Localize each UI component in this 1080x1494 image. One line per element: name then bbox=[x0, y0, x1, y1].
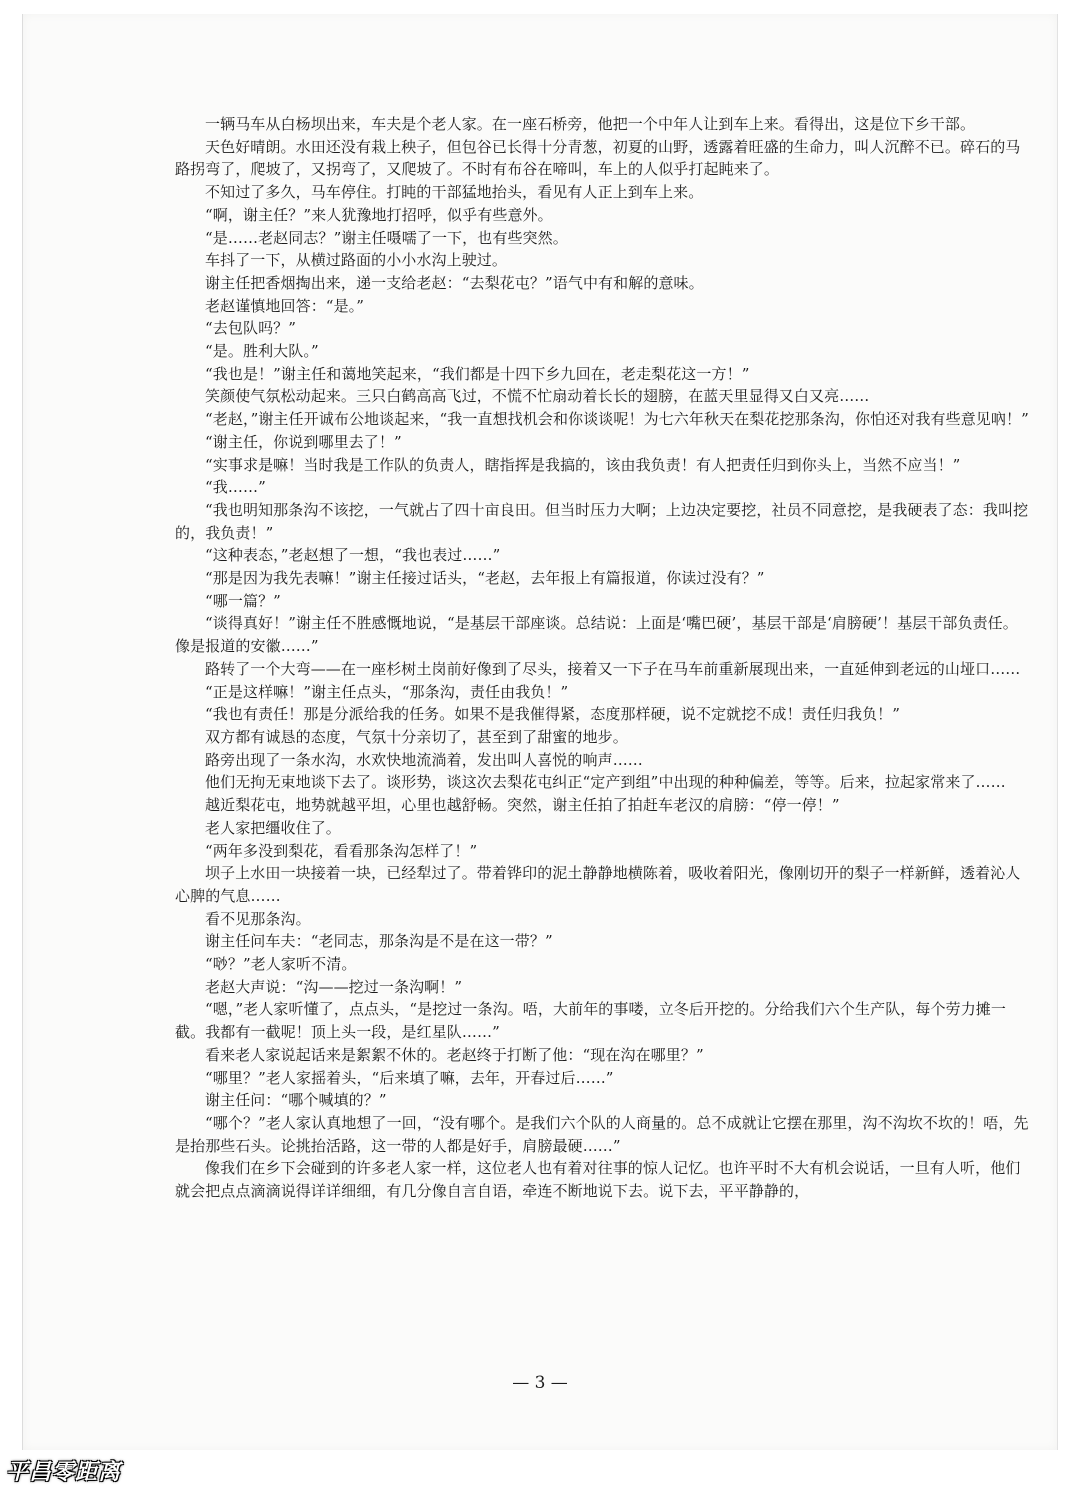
paragraph: “两年多没到梨花，看看那条沟怎样了！” bbox=[205, 841, 478, 860]
paragraph: 双方都有诚恳的态度，气氛十分亲切了，甚至到了甜蜜的地步。 bbox=[205, 727, 628, 746]
paragraph: “正是这样嘛！”谢主任点头，“那条沟，责任由我负！” bbox=[205, 682, 569, 701]
paragraph: “哪个？”老人家认真地想了一回，“没有哪个。是我们六个队的人商量的。总不成就让它摆在那里，沟不沟坎不坎的！唔，先是抬那些石头。论挑抬活路，这一带的人都是好手，肩膀最硬……” bbox=[175, 1113, 1029, 1155]
paragraph: 看来老人家说起话来是絮絮不休的。老赵终于打断了他：“现在沟在哪里？” bbox=[205, 1045, 704, 1064]
paragraph: “老赵，”谢主任开诚布公地谈起来，“我一直想找机会和你谈谈呢！为七六年秋天在梨花挖那条沟，你怕还对我有些意见吶！” bbox=[205, 410, 1029, 429]
paragraph: “那是因为我先表嘛！”谢主任接过话头，“老赵，去年报上有篇报道，你读过没有？” bbox=[205, 569, 765, 588]
paragraph: “啊，谢主任？”来人犹豫地打招呼，似乎有些意外。 bbox=[205, 205, 553, 224]
paragraph: “我也有责任！那是分派给我的任务。如果不是我催得紧，态度那样硬，说不定就挖不成！责任归我负！” bbox=[205, 705, 901, 724]
paragraph: 谢主任把香烟掏出来，递一支给老赵：“去梨花屯？”语气中有和解的意味。 bbox=[205, 273, 704, 292]
paragraph: “是。胜利大队。” bbox=[205, 342, 319, 361]
paragraph: 谢主任问车夫：“老同志，那条沟是不是在这一带？” bbox=[205, 932, 553, 951]
document-page bbox=[22, 14, 1058, 1450]
paragraph: 坝子上水田一块接着一块，已经犁过了。带着铧印的泥土静静地横陈着，吸收着阳光，像刚切开的梨子一样新鲜，透着沁人心脾的气息…… bbox=[175, 864, 1021, 905]
paragraph: 不知过了多久，马车停住。打盹的干部猛地抬头，看见有人正上到车上来。 bbox=[205, 183, 704, 202]
paragraph: “实事求是嘛！当时我是工作队的负责人，瞎指挥是我搞的，该由我负责！有人把责任归到你头上，当然不应当！” bbox=[205, 455, 961, 474]
paragraph: “我也是！”谢主任和蔼地笑起来，“我们都是十四下乡九回在，老走梨花这一方！” bbox=[205, 364, 750, 383]
paragraph: 越近梨花屯，地势就越平坦，心里也越舒畅。突然，谢主任拍了拍赶车老汉的肩膀：“停一停！” bbox=[205, 796, 840, 815]
paragraph: 谢主任问：“哪个喊填的？” bbox=[205, 1091, 387, 1110]
article-body bbox=[175, 113, 1030, 1203]
paragraph: 看不见那条沟。 bbox=[205, 909, 311, 928]
paragraph: “去包队吗？” bbox=[205, 319, 297, 338]
paragraph: 路转了一个大弯——在一座杉树土岗前好像到了尽头，接着又一下子在马车前重新展现出来，一直延伸到老远的山垭口…… bbox=[205, 659, 1021, 678]
watermark-logo: 平昌零距离 bbox=[6, 1460, 122, 1485]
paragraph: 他们无拘无束地谈下去了。谈形势，谈这次去梨花屯纠正“定产到组”中出现的种种偏差，等等。后来，拉起家常来了…… bbox=[205, 773, 1006, 792]
paragraph: 车抖了一下，从横过路面的小小水沟上驶过。 bbox=[205, 251, 508, 270]
paragraph: “我也明知那条沟不该挖，一气就占了四十亩良田。但当时压力大啊；上边决定要挖，社员不同意挖，是我硬表了态：我叫挖的，我负责！” bbox=[175, 500, 1029, 542]
paragraph: 路旁出现了一条水沟，水欢快地流淌着，发出叫人喜悦的响声…… bbox=[205, 750, 643, 769]
paragraph: 一辆马车从白杨坝出来，车夫是个老人家。在一座石桥旁，他把一个中年人让到车上来。看得出，这是位下乡干部。 bbox=[205, 115, 976, 133]
paragraph: “唦？”老人家听不清。 bbox=[205, 955, 357, 974]
paragraph: “这种表态，”老赵想了一想，“我也表过……” bbox=[205, 546, 501, 565]
paragraph: “哪一篇？” bbox=[205, 591, 281, 610]
paragraph: “谈得真好！”谢主任不胜感慨地说，“是基层干部座谈。总结说：上面是‘嘴巴硬’，基层干部是‘肩膀硬’！基层干部负责任。像是报道的安徽……” bbox=[175, 614, 1018, 656]
paragraph: 老人家把缰收住了。 bbox=[205, 818, 341, 837]
paragraph: 老赵谨慎地回答：“是。” bbox=[205, 296, 365, 315]
paragraph: “嗯，”老人家听懂了，点点头，“是挖过一条沟。唔，大前年的事喽，立冬后开挖的。分给我们六个生产队，每个劳力摊一截。我都有一截呢！顶上头一段，是红星队……” bbox=[175, 1000, 1007, 1042]
paragraph: 天色好晴朗。水田还没有栽上秧子，但包谷已长得十分青葱，初夏的山野，透露着旺盛的生命力，叫人沉醉不已。碎石的马路拐弯了，爬坡了，又拐弯了，又爬坡了。不时有布谷在啼叫，车上的人似乎打起盹来了。 bbox=[175, 137, 1021, 179]
paragraph: “是……老赵同志？”谢主任嗫嚅了一下，也有些突然。 bbox=[205, 228, 568, 247]
paragraph: 像我们在乡下会碰到的许多老人家一样，这位老人也有着对往事的惊人记忆。也许平时不大有机会说话，一旦有人听，他们就会把点点滴滴说得详详细细，有几分像自言自语，牵连不断地说下去。说下去，平平静静的， bbox=[175, 1159, 1021, 1201]
paragraph: 笑颜使气氛松动起来。三只白鹤高高飞过，不慌不忙扇动着长长的翅膀，在蓝天里显得又白又亮…… bbox=[205, 387, 870, 406]
paragraph: “我……” bbox=[205, 478, 266, 497]
paragraph: “谢主任，你说到哪里去了！” bbox=[205, 432, 402, 451]
page-number: — 3 — bbox=[512, 1373, 568, 1393]
paragraph: 老赵大声说：“沟——挖过一条沟啊！” bbox=[205, 977, 463, 996]
paragraph: “哪里？”老人家摇着头，“后来填了嘛，去年，开春过后……” bbox=[205, 1068, 614, 1087]
